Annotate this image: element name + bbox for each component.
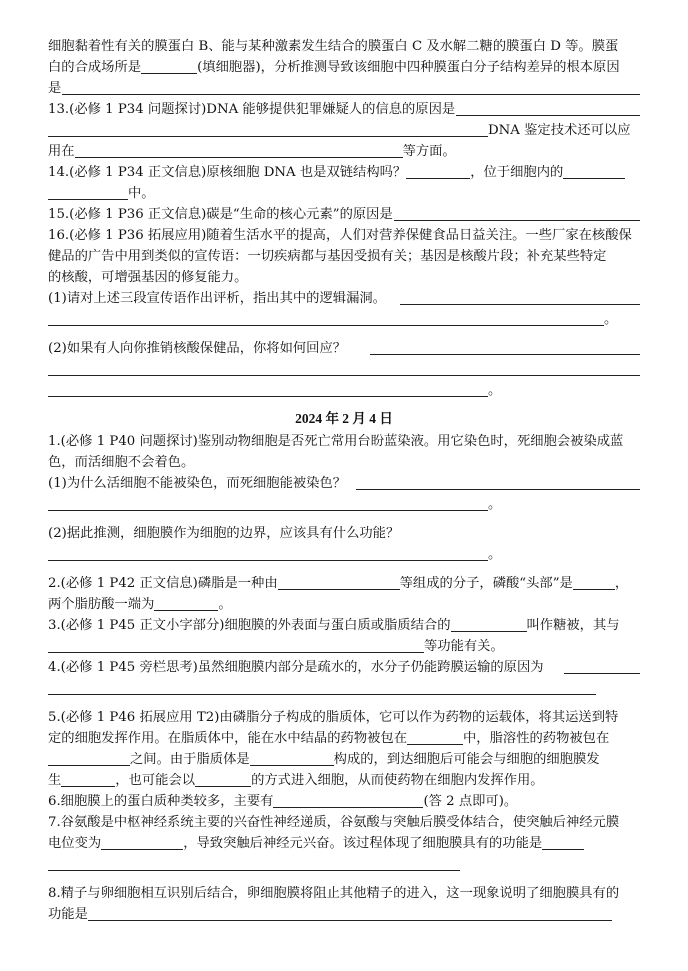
answer-blank[interactable] bbox=[48, 545, 488, 561]
answer-blank[interactable] bbox=[61, 771, 115, 787]
text-line: 是 bbox=[48, 78, 640, 99]
answer-blank[interactable] bbox=[88, 905, 612, 921]
answer-blank[interactable] bbox=[195, 771, 251, 787]
text-line: 的核酸，可增强基因的修复能力。 bbox=[48, 270, 248, 285]
question-15: 15.(必修 1 P36 正文信息)碳是“生命的核心元素”的原因是 bbox=[48, 204, 640, 225]
answer-blank[interactable] bbox=[48, 495, 488, 511]
answer-blank[interactable] bbox=[48, 679, 596, 695]
text-line: 。 bbox=[48, 309, 640, 330]
question-14: 14.(必修 1 P34 正文信息)原核细胞 DNA 也是双链结构吗？ ，位于细胞内的 bbox=[48, 162, 640, 183]
question-6: 6.细胞膜上的蛋白质种类较多，主要有 (答 2 点即可)。 bbox=[48, 794, 518, 809]
answer-blank[interactable] bbox=[563, 163, 625, 179]
text-line: 用在 等方面。 bbox=[48, 144, 456, 159]
text-line: (2)据此推测，细胞膜作为细胞的边界，应该具有什么功能？ bbox=[48, 526, 400, 541]
text-line: 之间。由于脂质体是 构成的，到达细胞后可能会与细胞的细胞膜发 bbox=[48, 749, 640, 770]
text-line: 等功能有关。 bbox=[48, 636, 640, 657]
text-line: 电位变为 ，导致突触后神经元兴奋。该过程体现了细胞膜具有的功能是 bbox=[48, 833, 640, 854]
text-line: 中。 bbox=[48, 183, 640, 204]
question-1: 1.(必修 1 P40 问题探讨)鉴别动物细胞是否死亡常用台盼蓝染液。用它染色时，死细胞会被染成蓝 bbox=[48, 434, 624, 449]
question-2: 2.(必修 1 P42 正文信息)磷脂是一种由 等组成的分子，磷酸“头部”是 ， bbox=[48, 576, 629, 591]
answer-blank[interactable] bbox=[406, 163, 470, 179]
answer-blank[interactable] bbox=[573, 574, 615, 590]
answer-blank[interactable] bbox=[62, 79, 640, 95]
answer-blank[interactable] bbox=[564, 658, 640, 674]
answer-blank[interactable] bbox=[370, 339, 640, 355]
text-line: 健品的广告中用到类似的宣传语：一切疾病都与基因受损有关；基因是核酸片段；补充某些特定 bbox=[48, 249, 607, 264]
answer-blank[interactable] bbox=[400, 289, 640, 305]
answer-blank[interactable] bbox=[394, 205, 640, 221]
date-heading: 2024 年 2 月 4 日 bbox=[295, 411, 393, 426]
text-line: 生 ，也可能会以 的方式进入细胞，从而使药物在细胞内发挥作用。 bbox=[48, 773, 544, 788]
text-line: (1)请对上述三段宣传语作出评析，指出其中的逻辑漏洞。 bbox=[48, 288, 640, 309]
answer-blank[interactable] bbox=[154, 595, 218, 611]
answer-blank[interactable] bbox=[48, 121, 488, 137]
answer-blank[interactable] bbox=[250, 750, 334, 766]
question-8: 8.精子与卵细胞相互识别后结合，卵细胞膜将阻止其他精子的进入，这一现象说明了细胞膜具有的 bbox=[48, 886, 620, 901]
answer-blank[interactable] bbox=[48, 381, 488, 397]
question-16: 16.(必修 1 P36 拓展应用)随着生活水平的提高，人们对营养保健食品日益关注。一些厂家在核酸保 bbox=[48, 228, 632, 243]
answer-blank[interactable] bbox=[273, 792, 423, 808]
answer-blank[interactable] bbox=[141, 58, 197, 74]
question-7: 7.谷氨酸是中枢神经系统主要的兴奋性神经递质，谷氨酸与突触后膜受体结合，使突触后神经元膜 bbox=[48, 815, 620, 830]
text-line: 细胞黏着性有关的膜蛋白 B、能与某种激素发生结合的膜蛋白 C 及水解二糖的膜蛋白 D 等。膜蛋 bbox=[48, 39, 619, 54]
text-line: 。 bbox=[48, 544, 640, 565]
answer-blank[interactable] bbox=[48, 310, 604, 326]
text-line: 白的合成场所是 (填细胞器)，分析推测导致该细胞中四种膜蛋白分子结构差异的根本原因 bbox=[48, 60, 620, 75]
worksheet-page bbox=[48, 36, 640, 925]
text-line: 定的细胞发挥作用。在脂质体中，能在水中结晶的药物被包在 中，脂溶性的药物被包在 bbox=[48, 731, 610, 746]
answer-blank[interactable] bbox=[48, 855, 460, 871]
text-line: 。 bbox=[48, 494, 640, 515]
answer-blank[interactable] bbox=[542, 834, 584, 850]
text-line: 。 bbox=[48, 380, 640, 401]
question-5: 5.(必修 1 P46 拓展应用 T2)由磷脂分子构成的脂质体，它可以作为药物的运载体，将其运送到特 bbox=[48, 710, 619, 725]
answer-blank[interactable] bbox=[48, 184, 128, 200]
answer-blank[interactable] bbox=[278, 574, 400, 590]
text-line: 两个脂肪酸一端为 。 bbox=[48, 597, 232, 612]
text-line bbox=[48, 359, 640, 380]
answer-blank[interactable] bbox=[407, 729, 463, 745]
question-13: 13.(必修 1 P34 问题探讨)DNA 能够提供犯罪嫌疑人的信息的原因是 bbox=[48, 99, 640, 120]
answer-blank[interactable] bbox=[456, 100, 640, 116]
text-line: (2)如果有人向你推销核酸保健品，你将如何回应？ bbox=[48, 338, 640, 359]
text-line bbox=[48, 854, 640, 875]
answer-blank[interactable] bbox=[48, 637, 424, 653]
answer-blank[interactable] bbox=[48, 750, 130, 766]
answer-blank[interactable] bbox=[451, 616, 527, 632]
answer-blank[interactable] bbox=[101, 834, 183, 850]
text-line bbox=[48, 678, 640, 699]
text-line: (1)为什么活细胞不能被染色，而死细胞能被染色？ bbox=[48, 473, 640, 494]
answer-blank[interactable] bbox=[48, 360, 640, 376]
text-line: DNA 鉴定技术还可以应 bbox=[48, 120, 640, 141]
answer-blank[interactable] bbox=[356, 474, 640, 490]
text-line: 色，而活细胞不会着色。 bbox=[48, 455, 195, 470]
answer-blank[interactable] bbox=[75, 142, 403, 158]
text-line: 功能是 bbox=[48, 904, 640, 925]
question-3: 3.(必修 1 P45 正文小字部分)细胞膜的外表面与蛋白质或脂质结合的 叫作糖被，其与 bbox=[48, 618, 620, 633]
question-4: 4.(必修 1 P45 旁栏思考)虽然细胞膜内部分是疏水的，水分子仍能跨膜运输的原因为 bbox=[48, 657, 640, 678]
